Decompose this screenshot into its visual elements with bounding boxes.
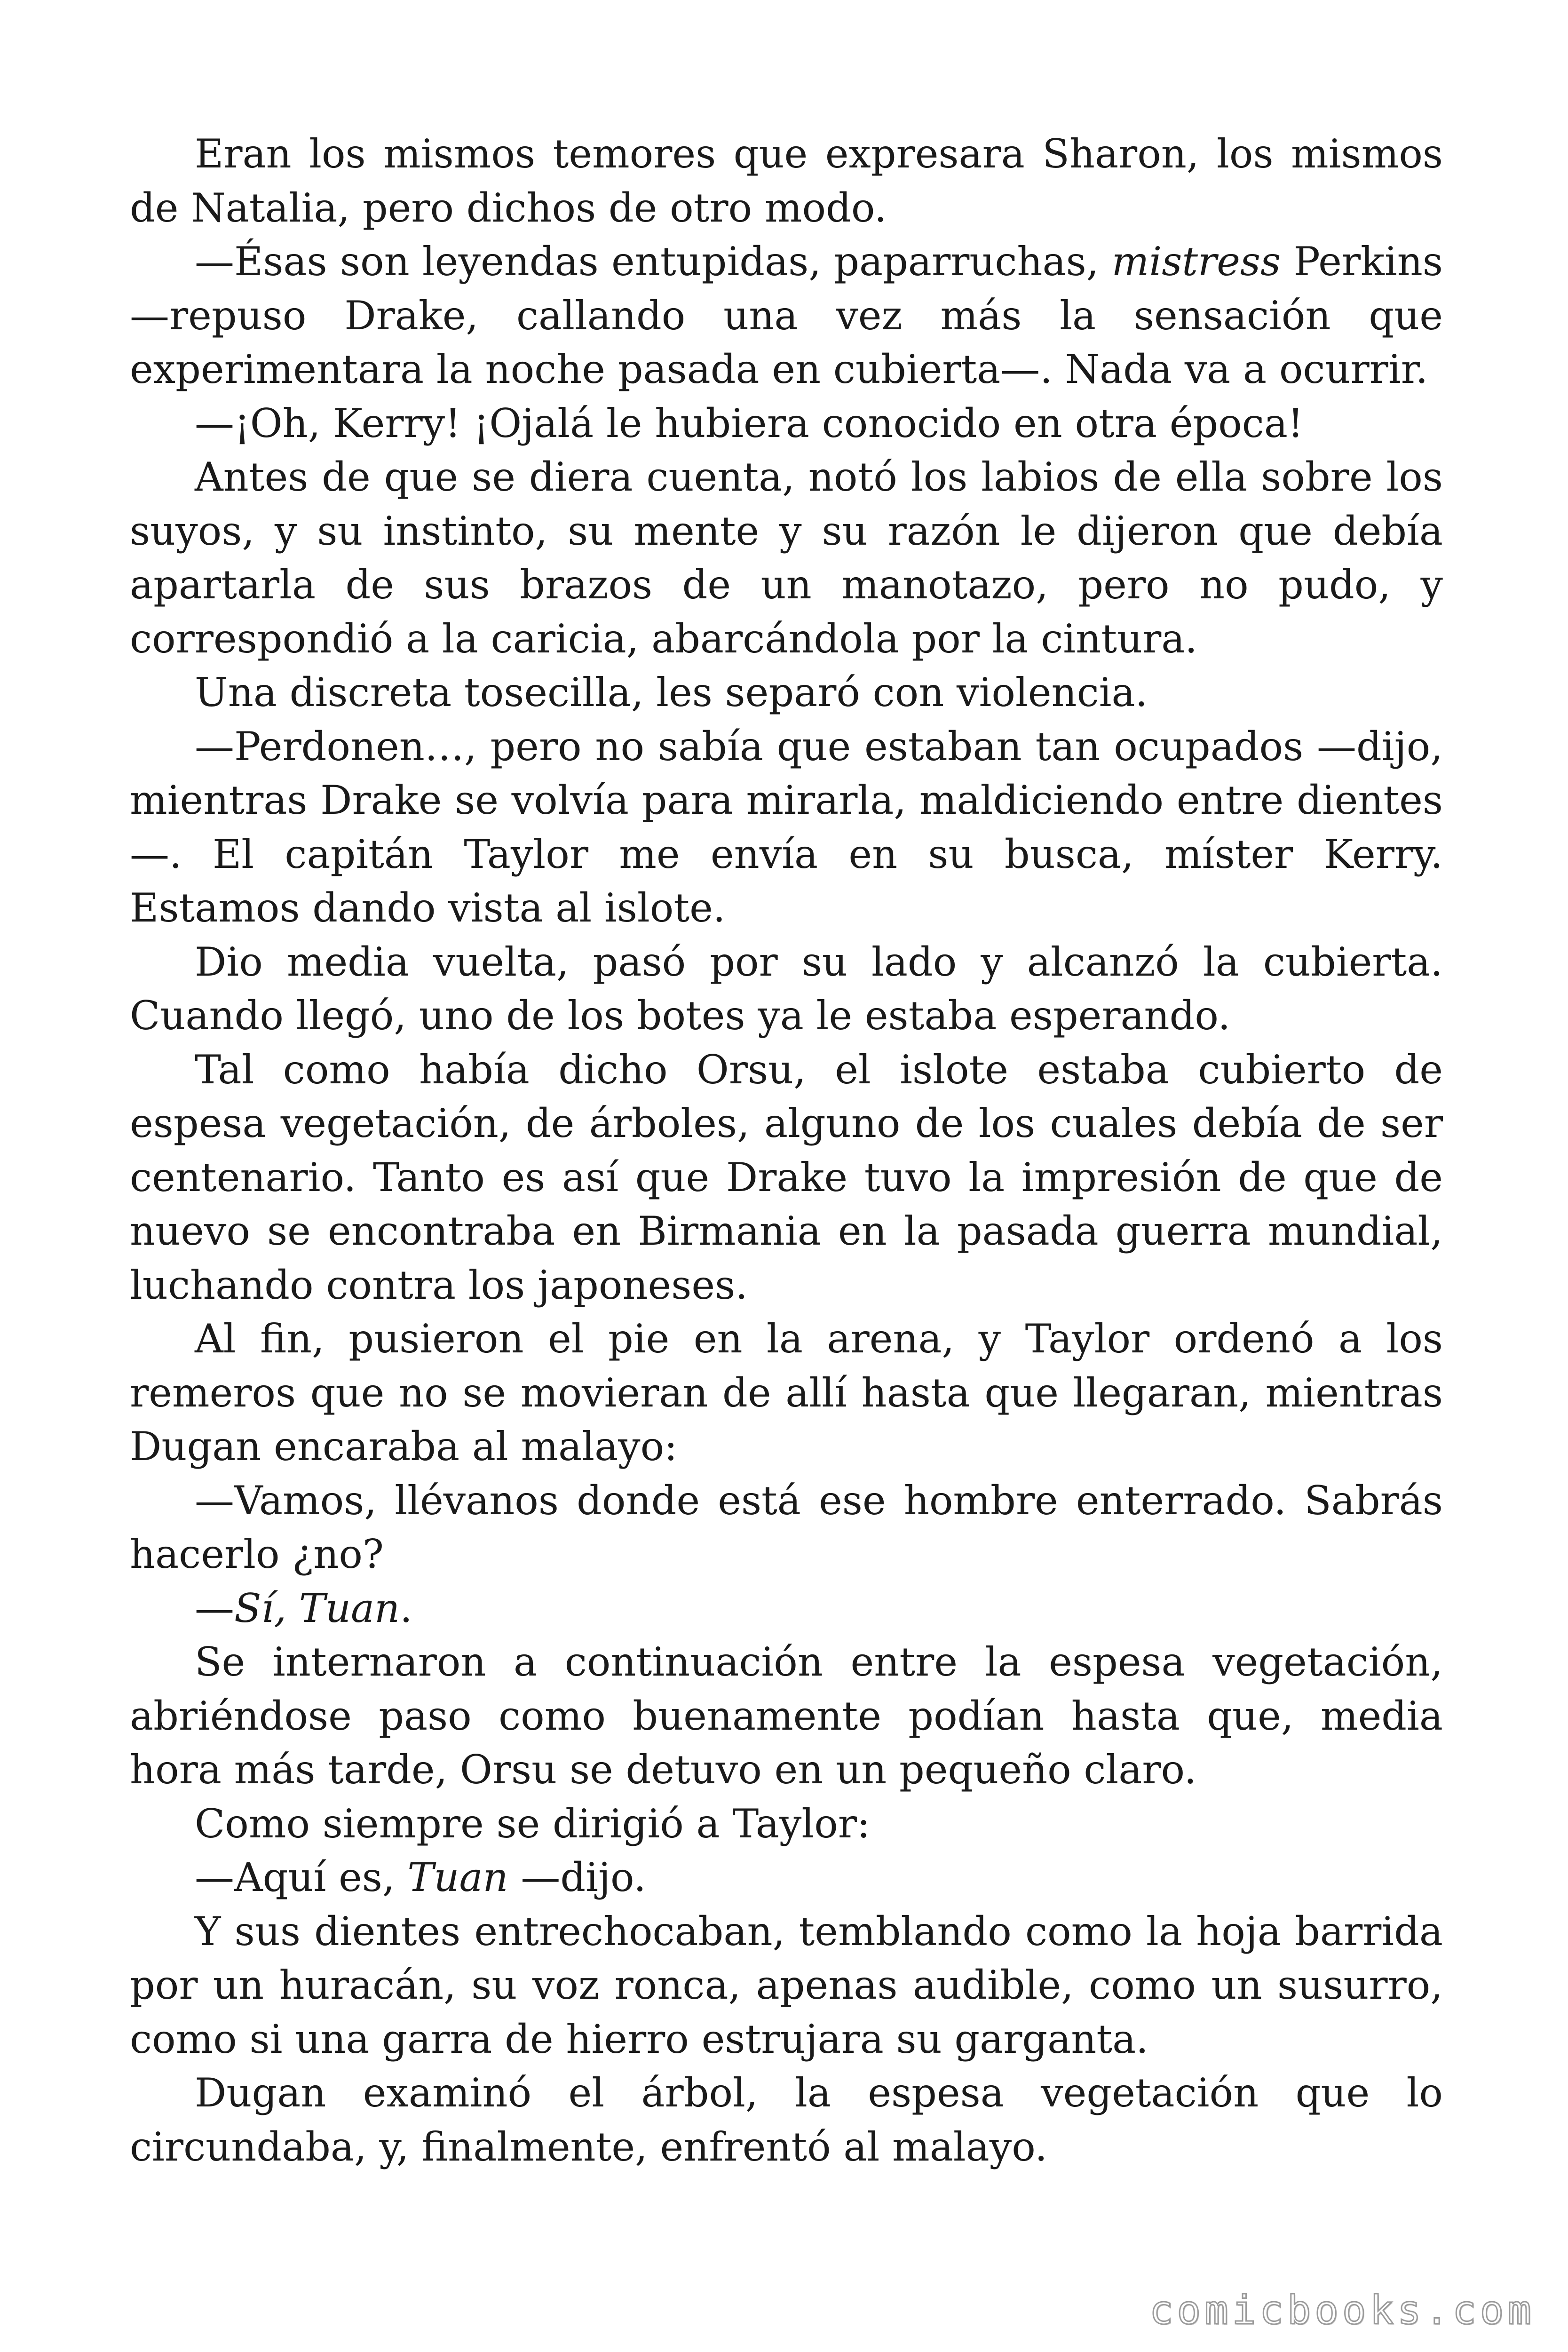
text-run: —Ésas son leyendas entupidas, paparruchas, <box>195 238 1112 285</box>
italic-text: Tuan <box>407 1854 508 1900</box>
paragraph <box>130 1581 1443 1636</box>
text-run: —Perdonen…, pero no sabía que estaban tan ocupados —dijo, mientras Drake se volvía para mirarla, maldiciendo entre dientes—. El capitán Taylor me envía en su busca, míster Kerry. Estamos dando vista al islote. <box>130 723 1443 931</box>
watermark: comicbooks.com <box>1149 2287 1535 2333</box>
text-run: Una discreta tosecilla, les separó con violencia. <box>195 669 1148 715</box>
paragraph <box>130 397 1443 451</box>
paragraph <box>130 127 1443 235</box>
text-run: . <box>400 1585 412 1631</box>
paragraph <box>130 1474 1443 1581</box>
text-run: Antes de que se diera cuenta, notó los labios de ella sobre los suyos, y su instinto, su mente y su razón le dijeron que debía apartarla de sus brazos de un manotazo, pero no pudo, y correspondió a la caricia, abarcándola por la cintura. <box>130 454 1443 662</box>
paragraph <box>130 1043 1443 1312</box>
italic-text: Sí, Tuan <box>234 1585 400 1631</box>
paragraph <box>130 720 1443 935</box>
paragraph <box>130 935 1443 1043</box>
paragraph <box>130 450 1443 666</box>
italic-text: mistress <box>1111 238 1281 285</box>
paragraph <box>130 1312 1443 1474</box>
paragraph <box>130 235 1443 397</box>
text-run: —Aquí es, <box>195 1854 408 1900</box>
body-text <box>130 127 1443 2174</box>
paragraph <box>130 666 1443 720</box>
text-run: Al fin, pusieron el pie en la arena, y Taylor ordenó a los remeros que no se movieran de allí hasta que llegaran, mientras Dugan encaraba al malayo: <box>130 1316 1443 1470</box>
text-run: Y sus dientes entrechocaban, temblando como la hoja barrida por un huracán, su voz ronca, apenas audible, como un susurro, como si una garra de hierro estrujara su garganta. <box>130 1908 1443 2062</box>
paragraph <box>130 1635 1443 1797</box>
text-run: —¡Oh, Kerry! ¡Ojalá le hubiera conocido en otra época! <box>195 400 1304 446</box>
paragraph <box>130 1905 1443 2066</box>
text-run: Dio media vuelta, pasó por su lado y alcanzó la cubierta. Cuando llegó, uno de los botes ya le estaba esperando. <box>130 938 1443 1039</box>
text-run: — <box>195 1585 234 1631</box>
text-run: Dugan examinó el árbol, la espesa vegetación que lo circundaba, y, finalmente, enfrentó al malayo. <box>130 2070 1443 2170</box>
text-run: Eran los mismos temores que expresara Sharon, los mismos de Natalia, pero dichos de otro modo. <box>130 131 1443 231</box>
paragraph <box>130 1797 1443 1851</box>
text-run: Tal como había dicho Orsu, el islote estaba cubierto de espesa vegetación, de árboles, alguno de los cuales debía de ser centenario. Tanto es así que Drake tuvo la impresión de que de nuevo se encontraba en Birmania en la pasada guerra mundial, luchando contra los japoneses. <box>130 1046 1443 1308</box>
text-run: Se internaron a continuación entre la espesa vegetación, abriéndose paso como buenamente podían hasta que, media hora más tarde, Orsu se detuvo en un pequeño claro. <box>130 1639 1443 1793</box>
text-run: Perkins —repuso Drake, callando una vez más la sensación que experimentara la noche pasada en cubierta—. Nada va a ocurrir. <box>130 238 1443 392</box>
paragraph <box>130 1851 1443 1905</box>
text-run: —dijo. <box>508 1854 646 1900</box>
paragraph <box>130 2066 1443 2174</box>
text-run: Como siempre se dirigió a Taylor: <box>195 1800 871 1847</box>
text-run: —Vamos, llévanos donde está ese hombre enterrado. Sabrás hacerlo ¿no? <box>130 1477 1443 1577</box>
